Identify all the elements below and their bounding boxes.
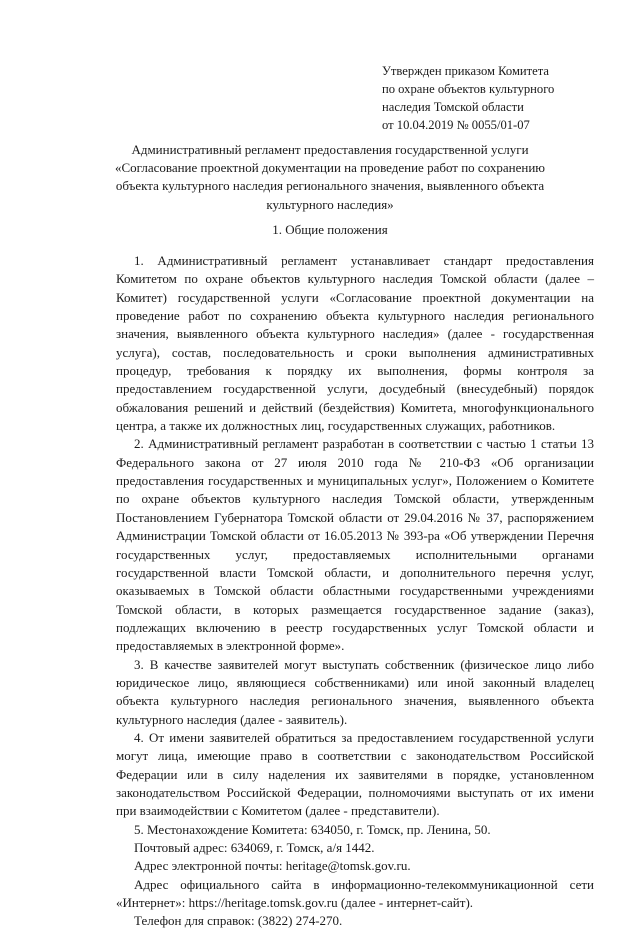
section-heading: 1. Общие положения — [272, 222, 388, 237]
paragraph-1: 1. Административный регламент устанавливает стандарт предоставления Комитетом по охране объектов культурного наследия Томской области (далее – Комитет) государственной услуги «Согласование проектной документации на проведение работ по сохранению объекта культурного наследия регионального значения, выявленного объекта культурного наследия» (далее - государственная услуга), состав, последовательность и сроки выполнения административных процедур, требования к порядку их выполнения, формы контроля за предоставлением государственной услуги, досудебный (внесудебный) порядок обжалования решений и действий (бездействия) Комитета, многофункционального центра, а также их должностных лиц, государственных служащих, работников. — [116, 253, 594, 434]
document-title — [70, 141, 590, 214]
approval-line: Утвержден приказом Комитета — [382, 64, 550, 78]
phone-number: Телефон для справок: (3822) 274-270. — [134, 913, 343, 929]
document-body — [116, 252, 594, 931]
email-address: Адрес электронной почты: heritage@tomsk.gov.ru. — [134, 858, 411, 874]
approval-line: от 10.04.2019 № 0055/01-07 — [382, 118, 530, 132]
paragraph-3: 3. В качестве заявителей могут выступать собственник (физическое лицо либо юридическое лицо, являющиеся собственниками) или иной законный владелец объекта культурного наследия регионального значения, выявленного объекта культурного наследия (далее - заявитель). — [116, 656, 594, 727]
paragraph-4: 4. От имени заявителей обратиться за предоставлением государственной услуги могут лица, имеющие право в соответствии с законодательством Российской Федерации или в силу наделения их заявителями в порядке, установленном законодательством Российской Федерации, полномочиями выступать от их имени при взаимодействии с Комитетом (далее - представители). — [116, 729, 594, 819]
title-line: Административный регламент предоставления государственной услуги — [131, 142, 529, 157]
website-address: Адрес официального сайта в информационно-телекоммуникационной сети «Интернет»: https://heritage.tomsk.gov.ru (далее - интернет-сайт). — [116, 876, 594, 911]
paragraph-5-location: 5. Местонахождение Комитета: 634050, г. Томск, пр. Ленина, 50. — [134, 821, 491, 837]
title-line: объекта культурного наследия регионального значения, выявленного объекта — [115, 178, 545, 194]
title-line: культурного наследия» — [266, 196, 394, 212]
postal-address: Почтовый адрес: 634069, г. Томск, а/я 1442. — [134, 840, 375, 855]
approval-stamp — [382, 62, 612, 134]
paragraph-2: 2. Административный регламент разработан в соответствии с частью 1 статьи 13 Федерального закона от 27 июля 2010 года № 210-ФЗ «Об организации предоставления государственных и муниципальных услуг», Положением о Комитете по охране объектов культурного наследия Томской области, утвержденным Постановлением Губернатора Томской области от 29.04.2016 № 37, распоряжением Администрации Томской области от 16.05.2013 № 393-ра «Об утверждении Перечня государственных услуг, предоставляемых исполнительными органами государственной власти Томской области, и дополнительного перечня услуг, оказываемых в Томской области областными государственными учреждениями Томской области, в которых размещается государственное задание (заказ), подлежащих включению в реестр государственных услуг Томской области и предоставляемых в электронной форме». — [116, 436, 594, 654]
title-line: «Согласование проектной документации на проведение работ по сохранению — [114, 160, 545, 176]
approval-line: наследия Томской области — [382, 100, 524, 114]
approval-line: по охране объектов культурного — [382, 82, 555, 96]
